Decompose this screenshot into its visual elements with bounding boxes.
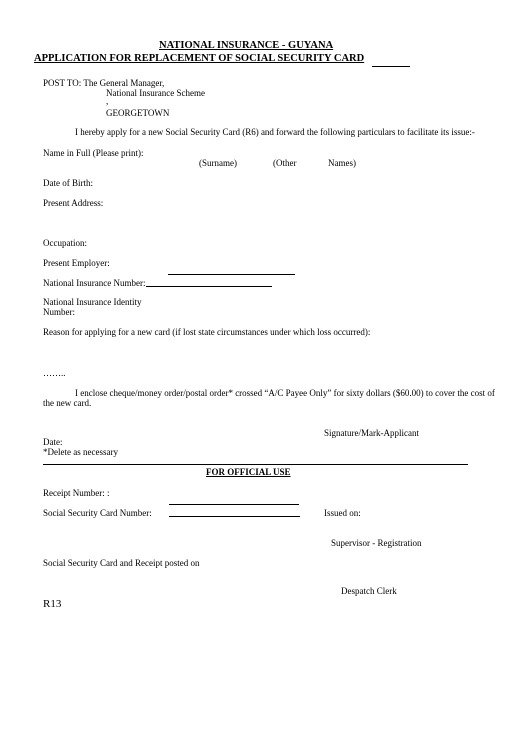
receipt-line[interactable] <box>169 504 299 505</box>
post-to-line: POST TO: The General Manager, <box>43 78 165 88</box>
official-divider <box>43 464 468 465</box>
issued-on-label: Issued on: <box>324 508 361 518</box>
reason-label: Reason for applying for a new card (if lost state circumstances under which loss occurred): <box>43 327 371 337</box>
name-label: Name in Full (Please print): <box>43 148 144 158</box>
names-label: Names) <box>328 158 356 168</box>
address-scheme: National Insurance Scheme <box>106 88 205 98</box>
address-city: GEORGETOWN <box>106 108 170 118</box>
ni-identity-label: National Insurance Identity <box>43 297 142 307</box>
ni-number-line[interactable] <box>146 286 272 287</box>
official-heading: FOR OFFICIAL USE <box>206 467 291 477</box>
page-subtitle: APPLICATION FOR REPLACEMENT OF SOCIAL SECURITY CARD <box>34 53 365 64</box>
supervisor-label: Supervisor - Registration <box>331 538 422 548</box>
intro-text: I hereby apply for a new Social Security Card (R6) and forward the following particulars to facilitate its issue:- <box>75 127 475 137</box>
despatch-label: Despatch Clerk <box>341 586 397 596</box>
other-label: (Other <box>273 158 297 168</box>
ss-card-line[interactable] <box>169 516 300 517</box>
employer-line[interactable] <box>168 274 295 275</box>
employer-label: Present Employer: <box>43 258 110 268</box>
page-title: NATIONAL INSURANCE - GUYANA <box>159 40 334 51</box>
dob-label: Date of Birth: <box>43 178 93 188</box>
receipt-label: Receipt Number: : <box>43 488 110 498</box>
enclose-text-2: the new card. <box>43 398 92 408</box>
delete-note: *Delete as necessary <box>43 447 118 457</box>
enclose-text-1: I enclose cheque/money order/postal order* crossed “A/C Payee Only” for sixty dollars ($60.00) to cover the cost of <box>75 388 495 398</box>
date-label: Date: <box>43 437 63 447</box>
form-code: R13 <box>43 598 62 610</box>
address-label: Present Address: <box>43 198 104 208</box>
occupation-label: Occupation: <box>43 238 87 248</box>
address-comma: , <box>106 96 109 106</box>
ni-identity-number-label: Number: <box>43 307 75 317</box>
ni-number-label: National Insurance Number: <box>43 278 146 288</box>
surname-label: (Surname) <box>199 158 237 168</box>
subtitle-underline-extension <box>372 66 410 67</box>
posted-label: Social Security Card and Receipt posted on <box>43 558 200 568</box>
signature-label: Signature/Mark-Applicant <box>324 428 419 438</box>
reason-dots: …….. <box>43 368 66 378</box>
ss-card-label: Social Security Card Number: <box>43 508 152 518</box>
